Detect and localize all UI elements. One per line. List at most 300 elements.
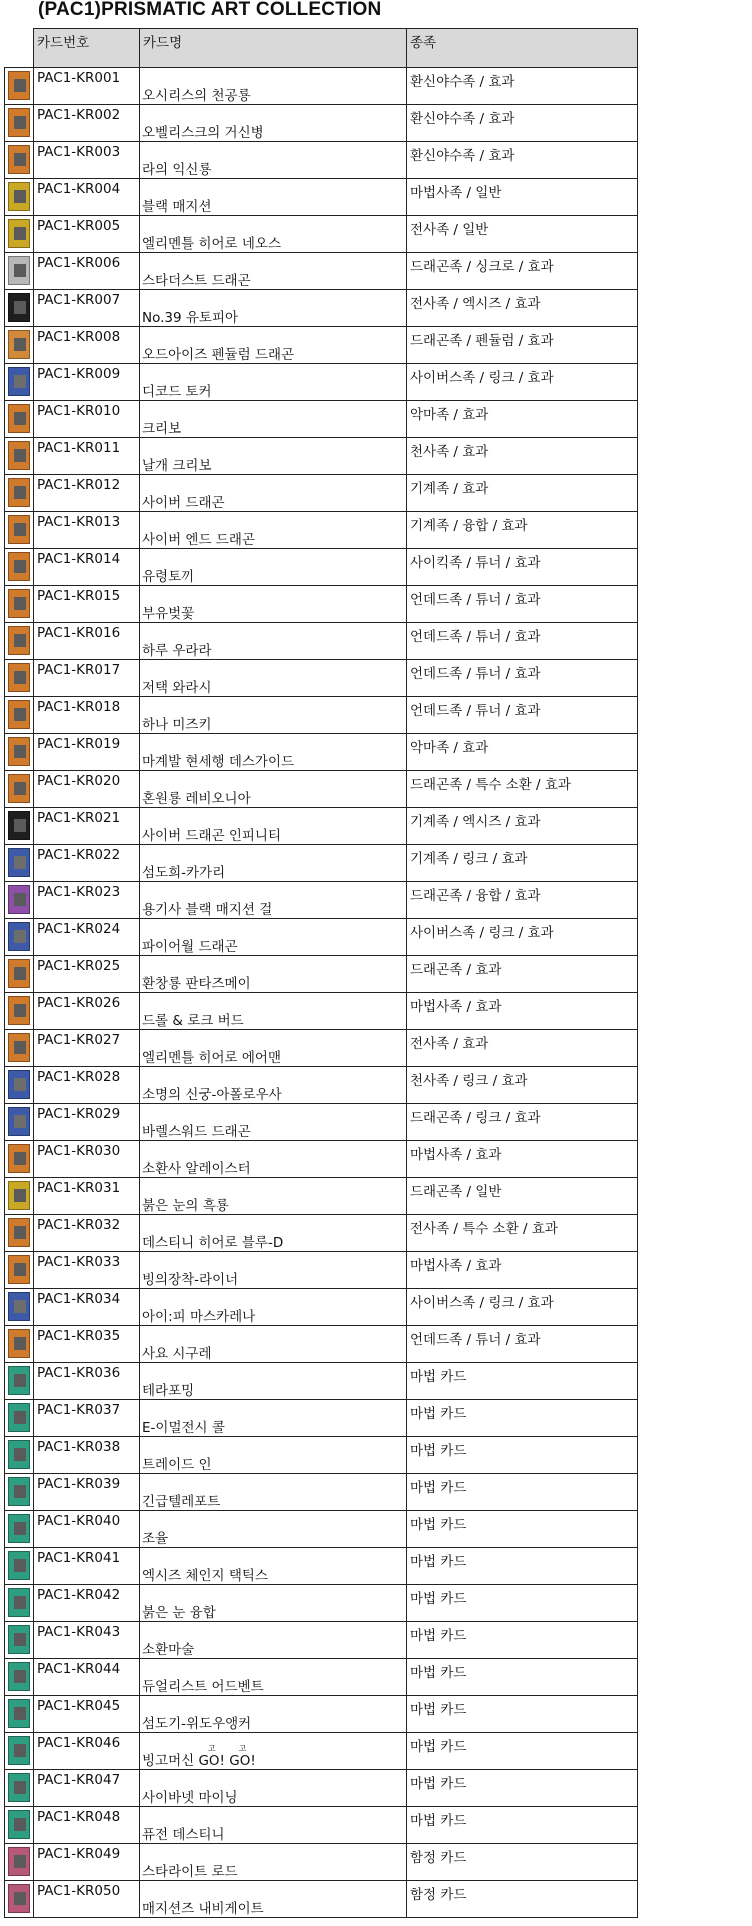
card-number-cell: PAC1-KR011 [34,438,140,475]
card-type-cell: 천사족 / 링크 / 효과 [407,1067,638,1104]
card-name-cell: 오벨리스크의 거신병 [140,105,407,142]
card-number-cell: PAC1-KR033 [34,1252,140,1289]
card-thumbnail-cell [5,549,34,586]
card-name-cell: 섬도기-위도우앵커 [140,1696,407,1733]
card-type-cell: 언데드족 / 튜너 / 효과 [407,697,638,734]
card-thumbnail-cell [5,1067,34,1104]
card-art-icon [14,1596,26,1609]
card-number-cell: PAC1-KR043 [34,1622,140,1659]
card-type-cell: 마법 카드 [407,1511,638,1548]
card-art-icon [14,1892,26,1905]
card-art-icon [14,1189,26,1202]
card-name-cell: 환창룡 판타즈메이 [140,956,407,993]
table-row [5,1548,638,1585]
card-type-cell: 언데드족 / 튜너 / 효과 [407,623,638,660]
card-name-cell: 날개 크리보 [140,438,407,475]
card-name-cell: 부유벚꽃 [140,586,407,623]
table-row [5,1770,638,1807]
card-name-cell: 조율 [140,1511,407,1548]
card-thumbnail-cell [5,105,34,142]
card-number-cell: PAC1-KR013 [34,512,140,549]
card-number-cell: PAC1-KR020 [34,771,140,808]
card-number-cell: PAC1-KR024 [34,919,140,956]
card-thumbnail-icon [8,996,30,1025]
card-number-cell: PAC1-KR028 [34,1067,140,1104]
card-thumbnail-cell [5,438,34,475]
card-thumbnail-cell [5,179,34,216]
card-number-cell: PAC1-KR046 [34,1733,140,1770]
card-name-cell: 데스티니 히어로 블루-D [140,1215,407,1252]
card-name-cell: 엘리멘틀 히어로 에어맨 [140,1030,407,1067]
card-thumbnail-icon [8,1588,30,1617]
card-type-cell: 환신야수족 / 효과 [407,68,638,105]
card-type-cell: 기계족 / 융합 / 효과 [407,512,638,549]
card-type-cell: 전사족 / 엑시즈 / 효과 [407,290,638,327]
card-thumbnail-icon [8,1551,30,1580]
card-type-cell: 사이버스족 / 링크 / 효과 [407,919,638,956]
table-row [5,1215,638,1252]
card-number-cell: PAC1-KR015 [34,586,140,623]
card-number-cell: PAC1-KR031 [34,1178,140,1215]
card-thumbnail-icon [8,1662,30,1691]
table-row [5,1363,638,1400]
card-number-cell: PAC1-KR040 [34,1511,140,1548]
card-name-cell: 매지션즈 내비게이트 [140,1881,407,1918]
table-row [5,253,638,290]
card-name-cell: No.39 유토피아 [140,290,407,327]
card-art-icon [14,1004,26,1017]
card-thumbnail-icon [8,589,30,618]
card-name-cell: 블랙 매지션 [140,179,407,216]
card-name-cell: 사이바넷 마이닝 [140,1770,407,1807]
card-thumbnail-icon [8,737,30,766]
card-thumbnail-icon [8,663,30,692]
card-name-cell: 소명의 신궁-아폴로우사 [140,1067,407,1104]
table-row [5,771,638,808]
card-art-icon [14,1818,26,1831]
card-art-icon [14,375,26,388]
card-thumbnail-cell [5,1215,34,1252]
card-number-cell: PAC1-KR050 [34,1881,140,1918]
card-type-cell: 드래곤족 / 펜듈럼 / 효과 [407,327,638,364]
card-number-cell: PAC1-KR048 [34,1807,140,1844]
card-art-icon [14,819,26,832]
table-row [5,1178,638,1215]
card-thumbnail-cell [5,1659,34,1696]
card-number-cell: PAC1-KR012 [34,475,140,512]
card-thumbnail-cell [5,734,34,771]
card-number-cell: PAC1-KR026 [34,993,140,1030]
card-name-cell [140,1733,407,1770]
card-art-icon [14,597,26,610]
card-type-cell: 마법 카드 [407,1400,638,1437]
card-type-cell: 마법 카드 [407,1770,638,1807]
card-thumbnail-cell [5,1733,34,1770]
ruby-base: GO! [229,1753,256,1769]
card-name-cell: 오시리스의 천공룡 [140,68,407,105]
table-row [5,808,638,845]
card-type-cell: 드래곤족 / 융합 / 효과 [407,882,638,919]
card-thumbnail-icon [8,885,30,914]
card-thumbnail-cell [5,1622,34,1659]
card-thumbnail-icon [8,811,30,840]
card-art-icon [14,1485,26,1498]
table-row [5,401,638,438]
card-art-icon [14,116,26,129]
table-row [5,660,638,697]
table-row [5,549,638,586]
card-name-cell: E-이멀전시 콜 [140,1400,407,1437]
card-number-cell: PAC1-KR009 [34,364,140,401]
card-thumbnail-icon [8,441,30,470]
card-thumbnail-cell [5,1363,34,1400]
card-name-cell: 라의 익신룡 [140,142,407,179]
table-row [5,586,638,623]
card-art-icon [14,1374,26,1387]
table-row [5,179,638,216]
card-type-cell: 마법사족 / 효과 [407,993,638,1030]
card-thumbnail-icon [8,404,30,433]
card-art-icon [14,486,26,499]
card-name-cell: 디코드 토커 [140,364,407,401]
card-number-cell: PAC1-KR032 [34,1215,140,1252]
table-row [5,993,638,1030]
card-thumbnail-icon [8,1699,30,1728]
card-type-cell: 마법 카드 [407,1733,638,1770]
ruby-word [229,1744,256,1769]
card-art-icon [14,523,26,536]
card-thumbnail-icon [8,1107,30,1136]
card-art-icon [14,745,26,758]
card-art-icon [14,190,26,203]
table-row [5,697,638,734]
table-row [5,956,638,993]
card-art-icon [14,671,26,684]
card-number-cell: PAC1-KR007 [34,290,140,327]
card-name-cell: 트레이드 인 [140,1437,407,1474]
card-name-cell: 하루 우라라 [140,623,407,660]
table-row [5,1474,638,1511]
card-thumbnail-cell [5,253,34,290]
card-thumbnail-cell [5,216,34,253]
card-thumbnail-icon [8,108,30,137]
card-name-cell: 용기사 블랙 매지션 걸 [140,882,407,919]
table-row [5,1326,638,1363]
card-thumbnail-icon [8,1736,30,1765]
card-thumbnail-icon [8,515,30,544]
card-type-cell: 사이버스족 / 링크 / 효과 [407,364,638,401]
card-number-cell: PAC1-KR047 [34,1770,140,1807]
card-thumbnail-icon [8,219,30,248]
card-type-cell: 드래곤족 / 특수 소환 / 효과 [407,771,638,808]
card-thumbnail-cell [5,1178,34,1215]
card-type-cell: 기계족 / 엑시즈 / 효과 [407,808,638,845]
card-art-icon [14,79,26,92]
card-type-cell: 환신야수족 / 효과 [407,142,638,179]
card-thumbnail-icon [8,1625,30,1654]
card-thumbnail-icon [8,626,30,655]
card-thumbnail-cell [5,697,34,734]
card-art-icon [14,1263,26,1276]
card-number-cell: PAC1-KR010 [34,401,140,438]
table-row [5,1511,638,1548]
card-name-cell: 사요 시구레 [140,1326,407,1363]
card-thumbnail-cell [5,1585,34,1622]
card-number-cell: PAC1-KR002 [34,105,140,142]
card-type-cell: 악마족 / 효과 [407,401,638,438]
card-name-cell: 소환사 알레이스터 [140,1141,407,1178]
card-art-icon [14,708,26,721]
card-thumbnail-cell [5,660,34,697]
table-row [5,1844,638,1881]
card-thumbnail-cell [5,845,34,882]
table-row [5,1585,638,1622]
card-name-cell: 사이버 드래곤 인피니티 [140,808,407,845]
card-type-cell: 천사족 / 효과 [407,438,638,475]
card-art-icon [14,1744,26,1757]
card-thumbnail-cell [5,1807,34,1844]
card-number-cell: PAC1-KR044 [34,1659,140,1696]
table-row [5,327,638,364]
card-type-cell: 악마족 / 효과 [407,734,638,771]
card-thumbnail-cell [5,364,34,401]
table-row [5,845,638,882]
card-type-cell: 언데드족 / 튜너 / 효과 [407,586,638,623]
card-type-cell: 마법 카드 [407,1363,638,1400]
card-thumbnail-cell [5,1696,34,1733]
card-art-icon [14,856,26,869]
card-name-cell: 듀얼리스트 어드벤트 [140,1659,407,1696]
card-art-icon [14,153,26,166]
card-name-cell: 긴급텔레포트 [140,1474,407,1511]
card-number-cell: PAC1-KR023 [34,882,140,919]
card-number-cell: PAC1-KR005 [34,216,140,253]
card-name-cell: 하나 미즈키 [140,697,407,734]
card-art-icon [14,930,26,943]
card-name-cell: 아이:피 마스카레나 [140,1289,407,1326]
table-row [5,734,638,771]
card-name-cell: 파이어월 드래곤 [140,919,407,956]
card-art-icon [14,1855,26,1868]
card-thumbnail-icon [8,330,30,359]
table-row [5,1289,638,1326]
card-thumbnail-icon [8,700,30,729]
card-thumbnail-icon [8,1218,30,1247]
card-thumbnail-cell [5,1030,34,1067]
card-thumbnail-icon [8,1477,30,1506]
card-thumbnail-icon [8,145,30,174]
card-name-cell: 혼원룡 레비오니아 [140,771,407,808]
card-type-cell: 기계족 / 링크 / 효과 [407,845,638,882]
card-type-cell: 마법 카드 [407,1474,638,1511]
card-number-cell: PAC1-KR022 [34,845,140,882]
table-row [5,1067,638,1104]
card-type-cell: 사이킥족 / 튜너 / 효과 [407,549,638,586]
table-row [5,1252,638,1289]
ruby-reading: 고 [207,1744,216,1753]
card-number-cell: PAC1-KR018 [34,697,140,734]
card-thumbnail-icon [8,774,30,803]
table-row [5,290,638,327]
card-type-cell: 환신야수족 / 효과 [407,105,638,142]
table-row [5,1141,638,1178]
card-type-cell: 언데드족 / 튜너 / 효과 [407,1326,638,1363]
table-row [5,475,638,512]
card-art-icon [14,1559,26,1572]
header-card-number: 카드번호 [34,29,140,68]
card-thumbnail-cell [5,1252,34,1289]
table-row [5,623,638,660]
card-list-table [4,28,638,1918]
card-type-cell: 마법 카드 [407,1659,638,1696]
card-thumbnail-cell [5,401,34,438]
card-number-cell: PAC1-KR038 [34,1437,140,1474]
table-row [5,1104,638,1141]
table-row [5,919,638,956]
card-thumbnail-icon [8,1255,30,1284]
card-number-cell: PAC1-KR034 [34,1289,140,1326]
card-thumbnail-icon [8,922,30,951]
card-type-cell: 전사족 / 효과 [407,1030,638,1067]
card-art-icon [14,1337,26,1350]
card-thumbnail-cell [5,1326,34,1363]
card-type-cell: 마법 카드 [407,1585,638,1622]
card-number-cell: PAC1-KR003 [34,142,140,179]
card-thumbnail-icon [8,1810,30,1839]
table-row [5,1881,638,1918]
header-card-type: 종족 [407,29,638,68]
card-art-icon [14,893,26,906]
card-thumbnail-icon [8,1403,30,1432]
card-thumbnail-icon [8,478,30,507]
card-thumbnail-cell [5,1437,34,1474]
card-thumbnail-cell [5,327,34,364]
card-name-cell: 엘리멘틀 히어로 네오스 [140,216,407,253]
table-row [5,1659,638,1696]
card-name-cell: 빙의장착-라이너 [140,1252,407,1289]
card-number-cell: PAC1-KR001 [34,68,140,105]
card-number-cell: PAC1-KR021 [34,808,140,845]
card-type-cell: 전사족 / 일반 [407,216,638,253]
card-thumbnail-icon [8,71,30,100]
card-type-cell: 드래곤족 / 효과 [407,956,638,993]
card-art-icon [14,1300,26,1313]
card-thumbnail-cell [5,1400,34,1437]
table-row [5,1437,638,1474]
table-row [5,68,638,105]
card-number-cell: PAC1-KR030 [34,1141,140,1178]
card-thumbnail-icon [8,293,30,322]
card-type-cell: 마법사족 / 일반 [407,179,638,216]
card-type-cell: 드래곤족 / 일반 [407,1178,638,1215]
card-thumbnail-cell [5,1104,34,1141]
card-thumbnail-icon [8,1847,30,1876]
card-art-icon [14,1041,26,1054]
card-thumbnail-cell [5,808,34,845]
card-art-icon [14,1115,26,1128]
card-type-cell: 마법사족 / 효과 [407,1252,638,1289]
card-type-cell: 마법 카드 [407,1437,638,1474]
card-art-icon [14,449,26,462]
card-art-icon [14,412,26,425]
card-thumbnail-icon [8,256,30,285]
table-row [5,1030,638,1067]
card-name-cell: 크리보 [140,401,407,438]
card-name-cell: 저택 와라시 [140,660,407,697]
card-thumbnail-icon [8,1773,30,1802]
card-art-icon [14,1411,26,1424]
card-name-cell: 붉은 눈 융합 [140,1585,407,1622]
card-type-cell: 사이버스족 / 링크 / 효과 [407,1289,638,1326]
card-name-cell: 소환마술 [140,1622,407,1659]
card-number-cell: PAC1-KR036 [34,1363,140,1400]
card-thumbnail-icon [8,848,30,877]
card-art-icon [14,301,26,314]
card-thumbnail-icon [8,1514,30,1543]
header-icon-cell [5,29,34,68]
card-art-icon [14,782,26,795]
card-number-cell: PAC1-KR029 [34,1104,140,1141]
card-art-icon [14,1633,26,1646]
card-number-cell: PAC1-KR027 [34,1030,140,1067]
card-art-icon [14,1670,26,1683]
card-type-cell: 함정 카드 [407,1881,638,1918]
card-thumbnail-cell [5,512,34,549]
card-art-icon [14,1078,26,1091]
card-art-icon [14,1448,26,1461]
table-row [5,216,638,253]
table-row [5,438,638,475]
card-thumbnail-icon [8,1144,30,1173]
card-art-icon [14,1781,26,1794]
card-name-cell: 유령토끼 [140,549,407,586]
card-type-cell: 함정 카드 [407,1844,638,1881]
card-name-cell: 사이버 엔드 드래곤 [140,512,407,549]
card-type-cell: 마법 카드 [407,1696,638,1733]
card-name-cell: 섬도희-카가리 [140,845,407,882]
card-name-cell: 오드아이즈 펜듈럼 드래곤 [140,327,407,364]
card-name-cell: 퓨전 데스티니 [140,1807,407,1844]
card-number-cell: PAC1-KR041 [34,1548,140,1585]
ruby-word [198,1744,225,1769]
table-row [5,882,638,919]
table-row [5,1696,638,1733]
card-thumbnail-cell [5,1289,34,1326]
card-art-icon [14,634,26,647]
card-thumbnail-icon [8,1033,30,1062]
header-card-name: 카드명 [140,29,407,68]
card-thumbnail-cell [5,1881,34,1918]
table-row [5,142,638,179]
card-art-icon [14,1152,26,1165]
table-row [5,1622,638,1659]
card-name-cell: 바렐스워드 드래곤 [140,1104,407,1141]
card-thumbnail-cell [5,1548,34,1585]
card-number-cell: PAC1-KR008 [34,327,140,364]
card-thumbnail-icon [8,182,30,211]
card-thumbnail-cell [5,1511,34,1548]
card-name-cell: 드롤 & 로크 버드 [140,993,407,1030]
card-number-cell: PAC1-KR004 [34,179,140,216]
card-type-cell: 전사족 / 특수 소환 / 효과 [407,1215,638,1252]
card-thumbnail-icon [8,1181,30,1210]
card-thumbnail-cell [5,68,34,105]
card-art-icon [14,264,26,277]
card-number-cell: PAC1-KR039 [34,1474,140,1511]
card-number-cell: PAC1-KR025 [34,956,140,993]
card-type-cell: 마법 카드 [407,1622,638,1659]
card-number-cell: PAC1-KR014 [34,549,140,586]
